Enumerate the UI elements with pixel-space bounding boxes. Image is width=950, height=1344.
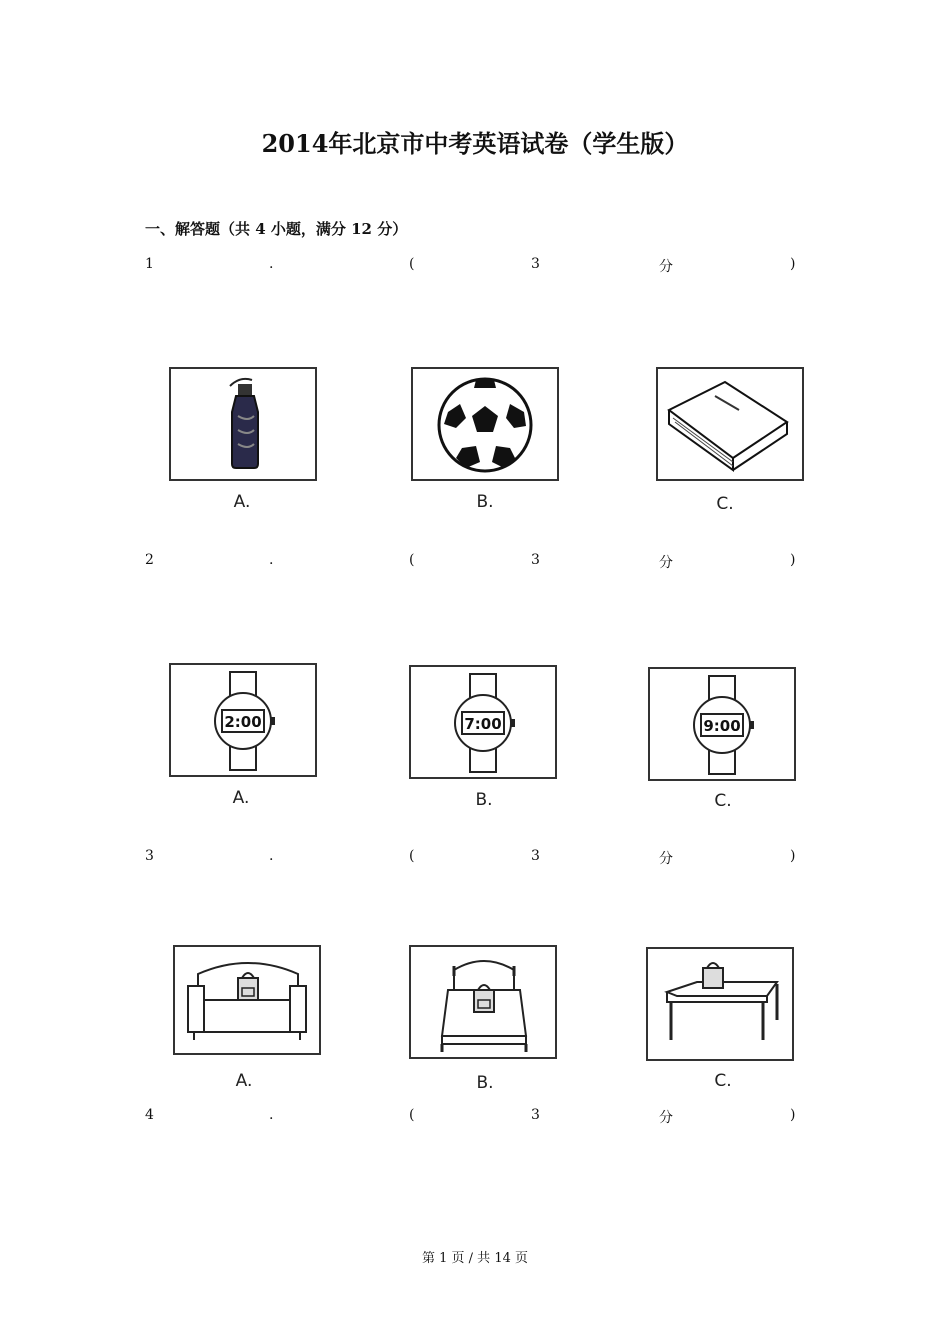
question-dot: .: [269, 552, 274, 568]
watch-time: 2:00: [224, 713, 262, 731]
question-score: 3: [531, 256, 540, 272]
bag-on-sofa-icon: [172, 944, 322, 1062]
score-unit: 分: [659, 851, 673, 867]
question-3-line: [145, 848, 800, 868]
question-number: 3: [145, 848, 154, 864]
score-unit: 分: [659, 1110, 673, 1126]
option-label: A.: [233, 492, 251, 512]
right-paren: ): [790, 256, 796, 272]
option-label: C.: [716, 494, 734, 514]
watch-icon: [168, 662, 318, 780]
page-footer: 第 1 页 / 共 14 页: [422, 1251, 528, 1266]
left-paren: (: [409, 552, 415, 568]
score-unit: 分: [659, 259, 673, 275]
question-4-line: [145, 1107, 800, 1127]
left-paren: (: [409, 256, 415, 272]
question-score: 3: [531, 848, 540, 864]
section-heading: 一、解答题（共 4 小题，满分 12 分）: [145, 220, 408, 238]
right-paren: ): [790, 552, 796, 568]
book-icon: [655, 366, 805, 484]
question-score: 3: [531, 1107, 540, 1123]
option-label: C.: [714, 1071, 732, 1091]
bag-on-bed-icon: [408, 944, 558, 1062]
right-paren: ): [790, 848, 796, 864]
page-title: 2014年北京市中考英语试卷（学生版）: [261, 129, 689, 158]
option-label: A.: [232, 788, 250, 808]
option-label: B.: [476, 492, 494, 512]
right-paren: ): [790, 1107, 796, 1123]
watch-time: 7:00: [464, 715, 502, 733]
score-unit: 分: [659, 555, 673, 571]
question-score: 3: [531, 552, 540, 568]
option-label: C.: [714, 791, 732, 811]
question-number: 2: [145, 552, 154, 568]
watch-icon: [408, 664, 558, 782]
option-label: A.: [235, 1071, 253, 1091]
question-dot: .: [269, 848, 274, 864]
bag-on-table-icon: [645, 946, 795, 1064]
question-number: 4: [145, 1107, 154, 1123]
watch-time: 9:00: [703, 717, 741, 735]
question-dot: .: [269, 1107, 274, 1123]
question-1-line: [145, 256, 800, 276]
football-icon: [410, 366, 560, 484]
question-2-line: [145, 552, 800, 572]
option-label: B.: [475, 790, 493, 810]
question-number: 1: [145, 256, 154, 272]
left-paren: (: [409, 1107, 415, 1123]
option-label: B.: [476, 1073, 494, 1093]
watch-icon: [647, 666, 797, 784]
left-paren: (: [409, 848, 415, 864]
question-dot: .: [269, 256, 274, 272]
water-bottle-icon: [168, 366, 318, 484]
